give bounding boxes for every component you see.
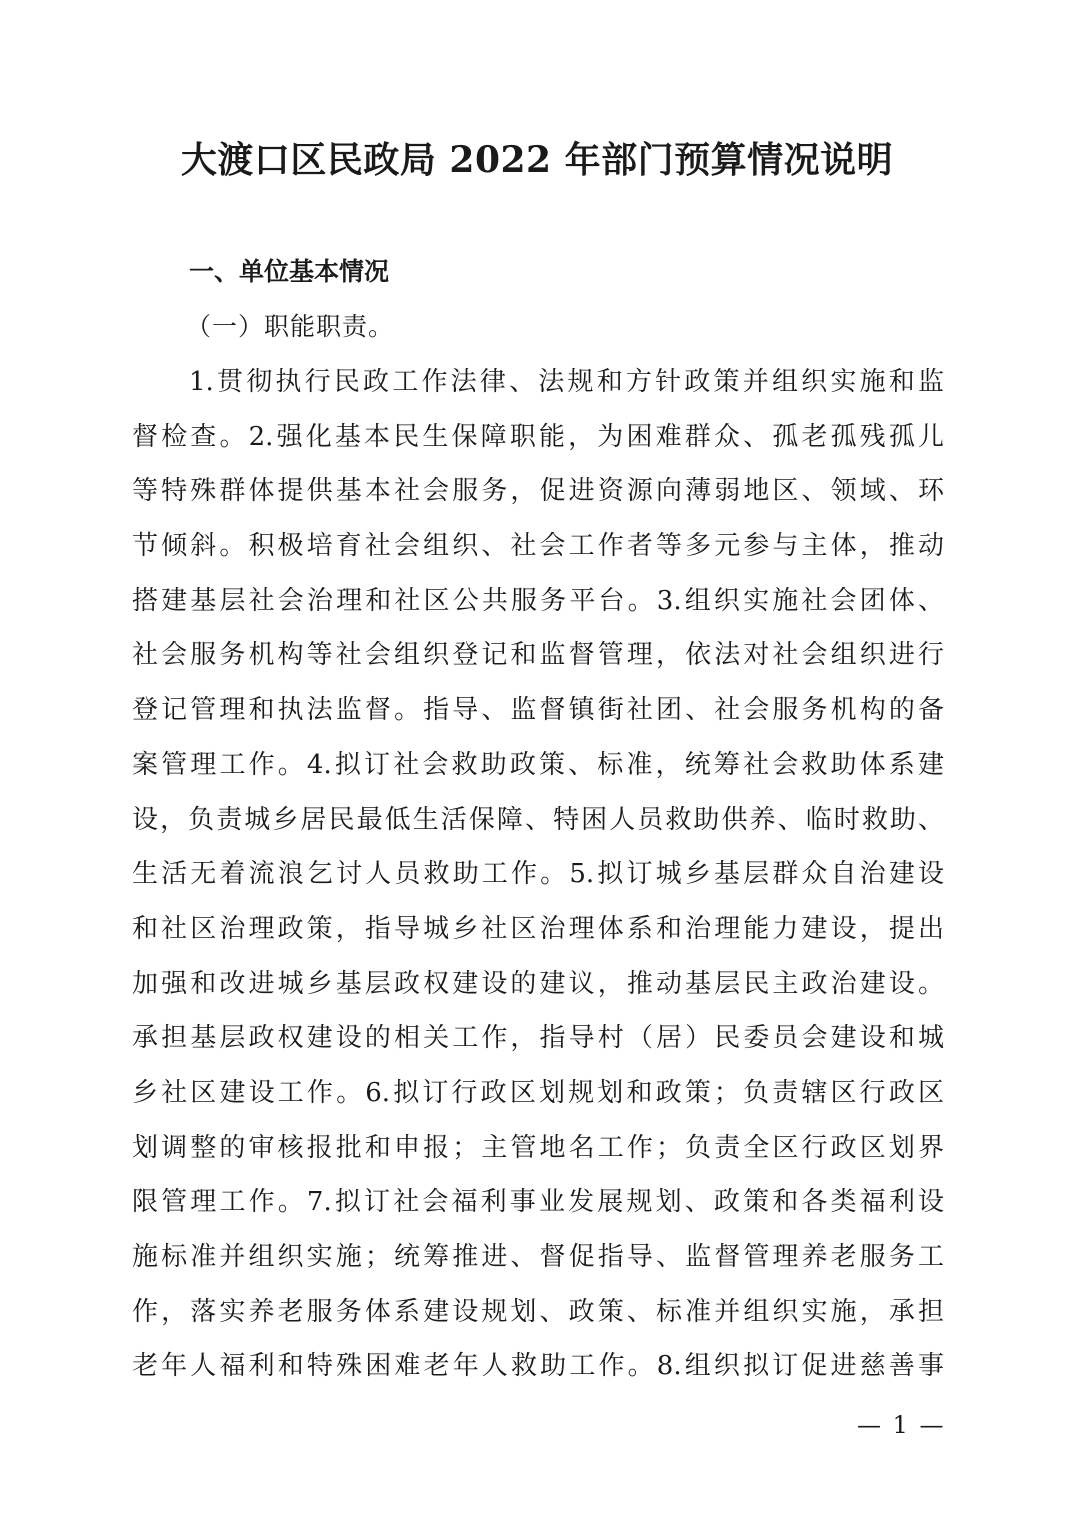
body-line: 划调整的审核报批和申报；主管地名工作；负责全区行政区划界 [132,1132,944,1163]
subsection-heading: （一）职能职责。 [186,312,395,341]
body-paragraph [132,360,944,1399]
body-line: 督检查。2.强化基本民生保障职能，为困难群众、孤老孤残孤儿 [132,421,944,452]
body-line: 搭建基层社会治理和社区公共服务平台。3.组织实施社会团体、 [132,585,944,616]
page-number: — 1 — [857,1411,946,1439]
body-line: 限管理工作。7.拟订社会福利事业发展规划、政策和各类福利设 [132,1187,944,1218]
body-line: 生活无着流浪乞讨人员救助工作。5.拟订城乡基层群众自治建设 [132,859,944,890]
body-line: 承担基层政权建设的相关工作，指导村（居）民委员会建设和城 [132,1023,944,1054]
body-line: 作，落实养老服务体系建设规划、政策、标准并组织实施，承担 [132,1296,944,1327]
body-line: 登记管理和执法监督。指导、监督镇街社团、社会服务机构的备 [132,695,944,726]
body-line: 节倾斜。积极培育社会组织、社会工作者等多元参与主体，推动 [132,531,944,562]
section-heading: 一、单位基本情况 [189,257,390,286]
body-line: 和社区治理政策，指导城乡社区治理体系和治理能力建设，提出 [132,913,944,944]
body-line: 社会服务机构等社会组织登记和监督管理，依法对社会组织进行 [132,640,944,671]
body-line: 等特殊群体提供基本社会服务，促进资源向薄弱地区、领域、环 [132,476,944,507]
body-line: 加强和改进城乡基层政权建设的建议，推动基层民主政治建设。 [132,968,944,999]
body-line: 案管理工作。4.拟订社会救助政策、标准，统筹社会救助体系建 [132,749,944,780]
body-line: 施标准并组织实施；统筹推进、督促指导、监督管理养老服务工 [132,1242,944,1272]
body-line: 1.贯彻执行民政工作法律、法规和方针政策并组织实施和监 [189,367,944,397]
body-line: 设，负责城乡居民最低生活保障、特困人员救助供养、临时救助、 [132,804,944,835]
body-line: 乡社区建设工作。6.拟订行政区划规划和政策；负责辖区行政区 [132,1077,944,1108]
body-line: 老年人福利和特殊困难老年人救助工作。8.组织拟订促进慈善事 [132,1351,944,1382]
document-title: 大渡口区民政局 2022 年部门预算情况说明 [180,139,894,181]
